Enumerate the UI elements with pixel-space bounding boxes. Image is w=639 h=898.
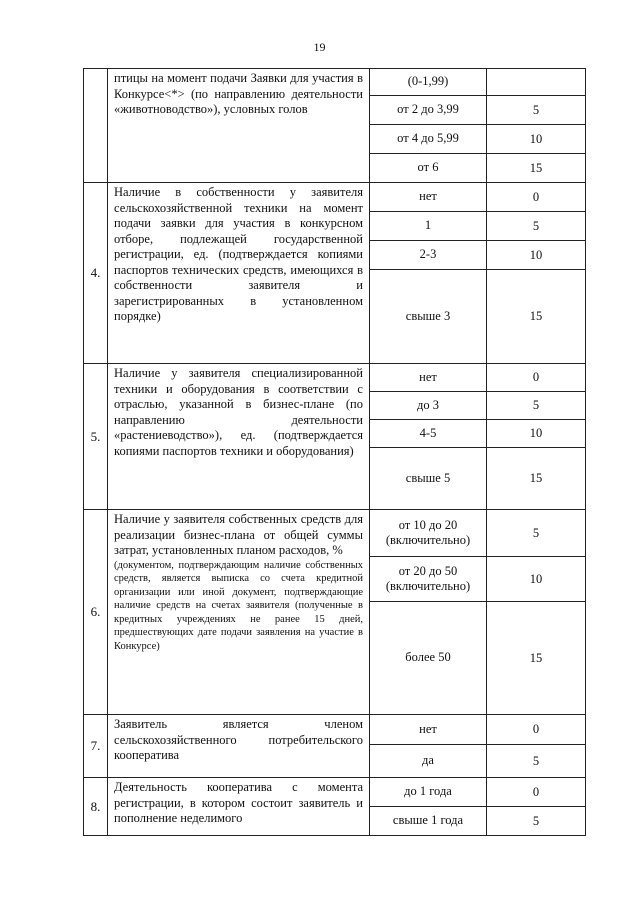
criterion-points: 5 — [487, 212, 586, 241]
criterion-description: Деятельность кооператива с момента регистрации, в котором состоит заявитель и пополнение неделимого — [108, 778, 370, 836]
criterion-description: Наличие у заявителя специализированной техники и оборудования в соответствии с отраслью, указанной в бизнес-плане (по направлению деятельности «растениеводство»), ед. (подтверждается копиями паспортов техники и оборудования) — [108, 364, 370, 510]
criterion-condition: (0-1,99) — [370, 69, 487, 96]
criterion-points: 15 — [487, 154, 586, 183]
criterion-condition: от 2 до 3,99 — [370, 96, 487, 125]
criterion-condition: от 10 до 20 (включительно) — [370, 510, 487, 557]
criterion-points: 0 — [487, 364, 586, 392]
table-row — [84, 715, 586, 745]
criterion-points: 15 — [487, 270, 586, 364]
criterion-description: Заявитель является членом сельскохозяйственного потребительского кооператива — [108, 715, 370, 778]
criterion-description: птицы на момент подачи Заявки для участия в Конкурсе<*> (по направлению деятельности «животноводство»), условных голов — [108, 69, 370, 183]
criterion-points: 15 — [487, 602, 586, 715]
criterion-points: 10 — [487, 557, 586, 602]
criterion-condition: до 3 — [370, 392, 487, 420]
criterion-points — [487, 69, 586, 96]
row-number — [84, 69, 108, 183]
criterion-condition: 2-3 — [370, 241, 487, 270]
table-row — [84, 183, 586, 212]
criterion-points: 0 — [487, 778, 586, 807]
row-number: 7. — [84, 715, 108, 778]
criterion-condition: да — [370, 745, 487, 778]
criterion-points: 15 — [487, 448, 586, 510]
criterion-note: (документом, подтверждающим наличие собственных средств, является выписка со счета кредитной организации или иной документ, подтверждающие наличие средств на счетах заявителя (полученные в кредитных учреждениях не ранее 15 дней, предшествующих дате подачи заявления на участие в Конкурсе) — [114, 559, 363, 652]
table-row — [84, 364, 586, 392]
criterion-condition: от 6 — [370, 154, 487, 183]
table-row — [84, 778, 586, 807]
criterion-points: 10 — [487, 125, 586, 154]
criterion-points: 0 — [487, 183, 586, 212]
criterion-description: Наличие в собственности у заявителя сельскохозяйственной техники на момент подачи заявки для участия в конкурсном отборе, подлежащей государственной регистрации, ед. (подтверждается копиями паспортов технических средств, имеющихся в собственности заявителя и зарегистрированных в установленном порядке) — [108, 183, 370, 364]
criterion-condition: нет — [370, 715, 487, 745]
criterion-points: 5 — [487, 510, 586, 557]
criterion-condition: нет — [370, 364, 487, 392]
row-number: 8. — [84, 778, 108, 836]
criterion-condition: более 50 — [370, 602, 487, 715]
criterion-condition: свыше 1 года — [370, 807, 487, 836]
criterion-points: 5 — [487, 807, 586, 836]
criterion-condition: до 1 года — [370, 778, 487, 807]
criterion-condition: от 20 до 50 (включительно) — [370, 557, 487, 602]
criterion-description: Наличие у заявителя собственных средств для реализации бизнес-плана от общей суммы затрат, установленных планом расходов, % (документом, подтверждающим наличие собственных средств, является выписка со счета кредитной организации или иной документ, подтверждающие наличие средств на счетах заявителя (полученные в кредитных учреждениях не ранее 15 дней, предшествующих дате подачи заявления на участие в Конкурсе) — [108, 510, 370, 715]
table-row — [84, 510, 586, 557]
criterion-points: 10 — [487, 241, 586, 270]
page-number: 19 — [313, 40, 326, 54]
criterion-condition: 1 — [370, 212, 487, 241]
row-number: 4. — [84, 183, 108, 364]
table-row — [84, 69, 586, 96]
criterion-condition: от 4 до 5,99 — [370, 125, 487, 154]
criterion-points: 5 — [487, 96, 586, 125]
criterion-points: 5 — [487, 392, 586, 420]
criterion-points: 0 — [487, 715, 586, 745]
row-number: 6. — [84, 510, 108, 715]
criterion-points: 5 — [487, 745, 586, 778]
criteria-table — [83, 68, 586, 836]
criterion-condition: свыше 5 — [370, 448, 487, 510]
criterion-points: 10 — [487, 420, 586, 448]
criterion-condition: свыше 3 — [370, 270, 487, 364]
criterion-condition: 4-5 — [370, 420, 487, 448]
row-number: 5. — [84, 364, 108, 510]
criterion-condition: нет — [370, 183, 487, 212]
